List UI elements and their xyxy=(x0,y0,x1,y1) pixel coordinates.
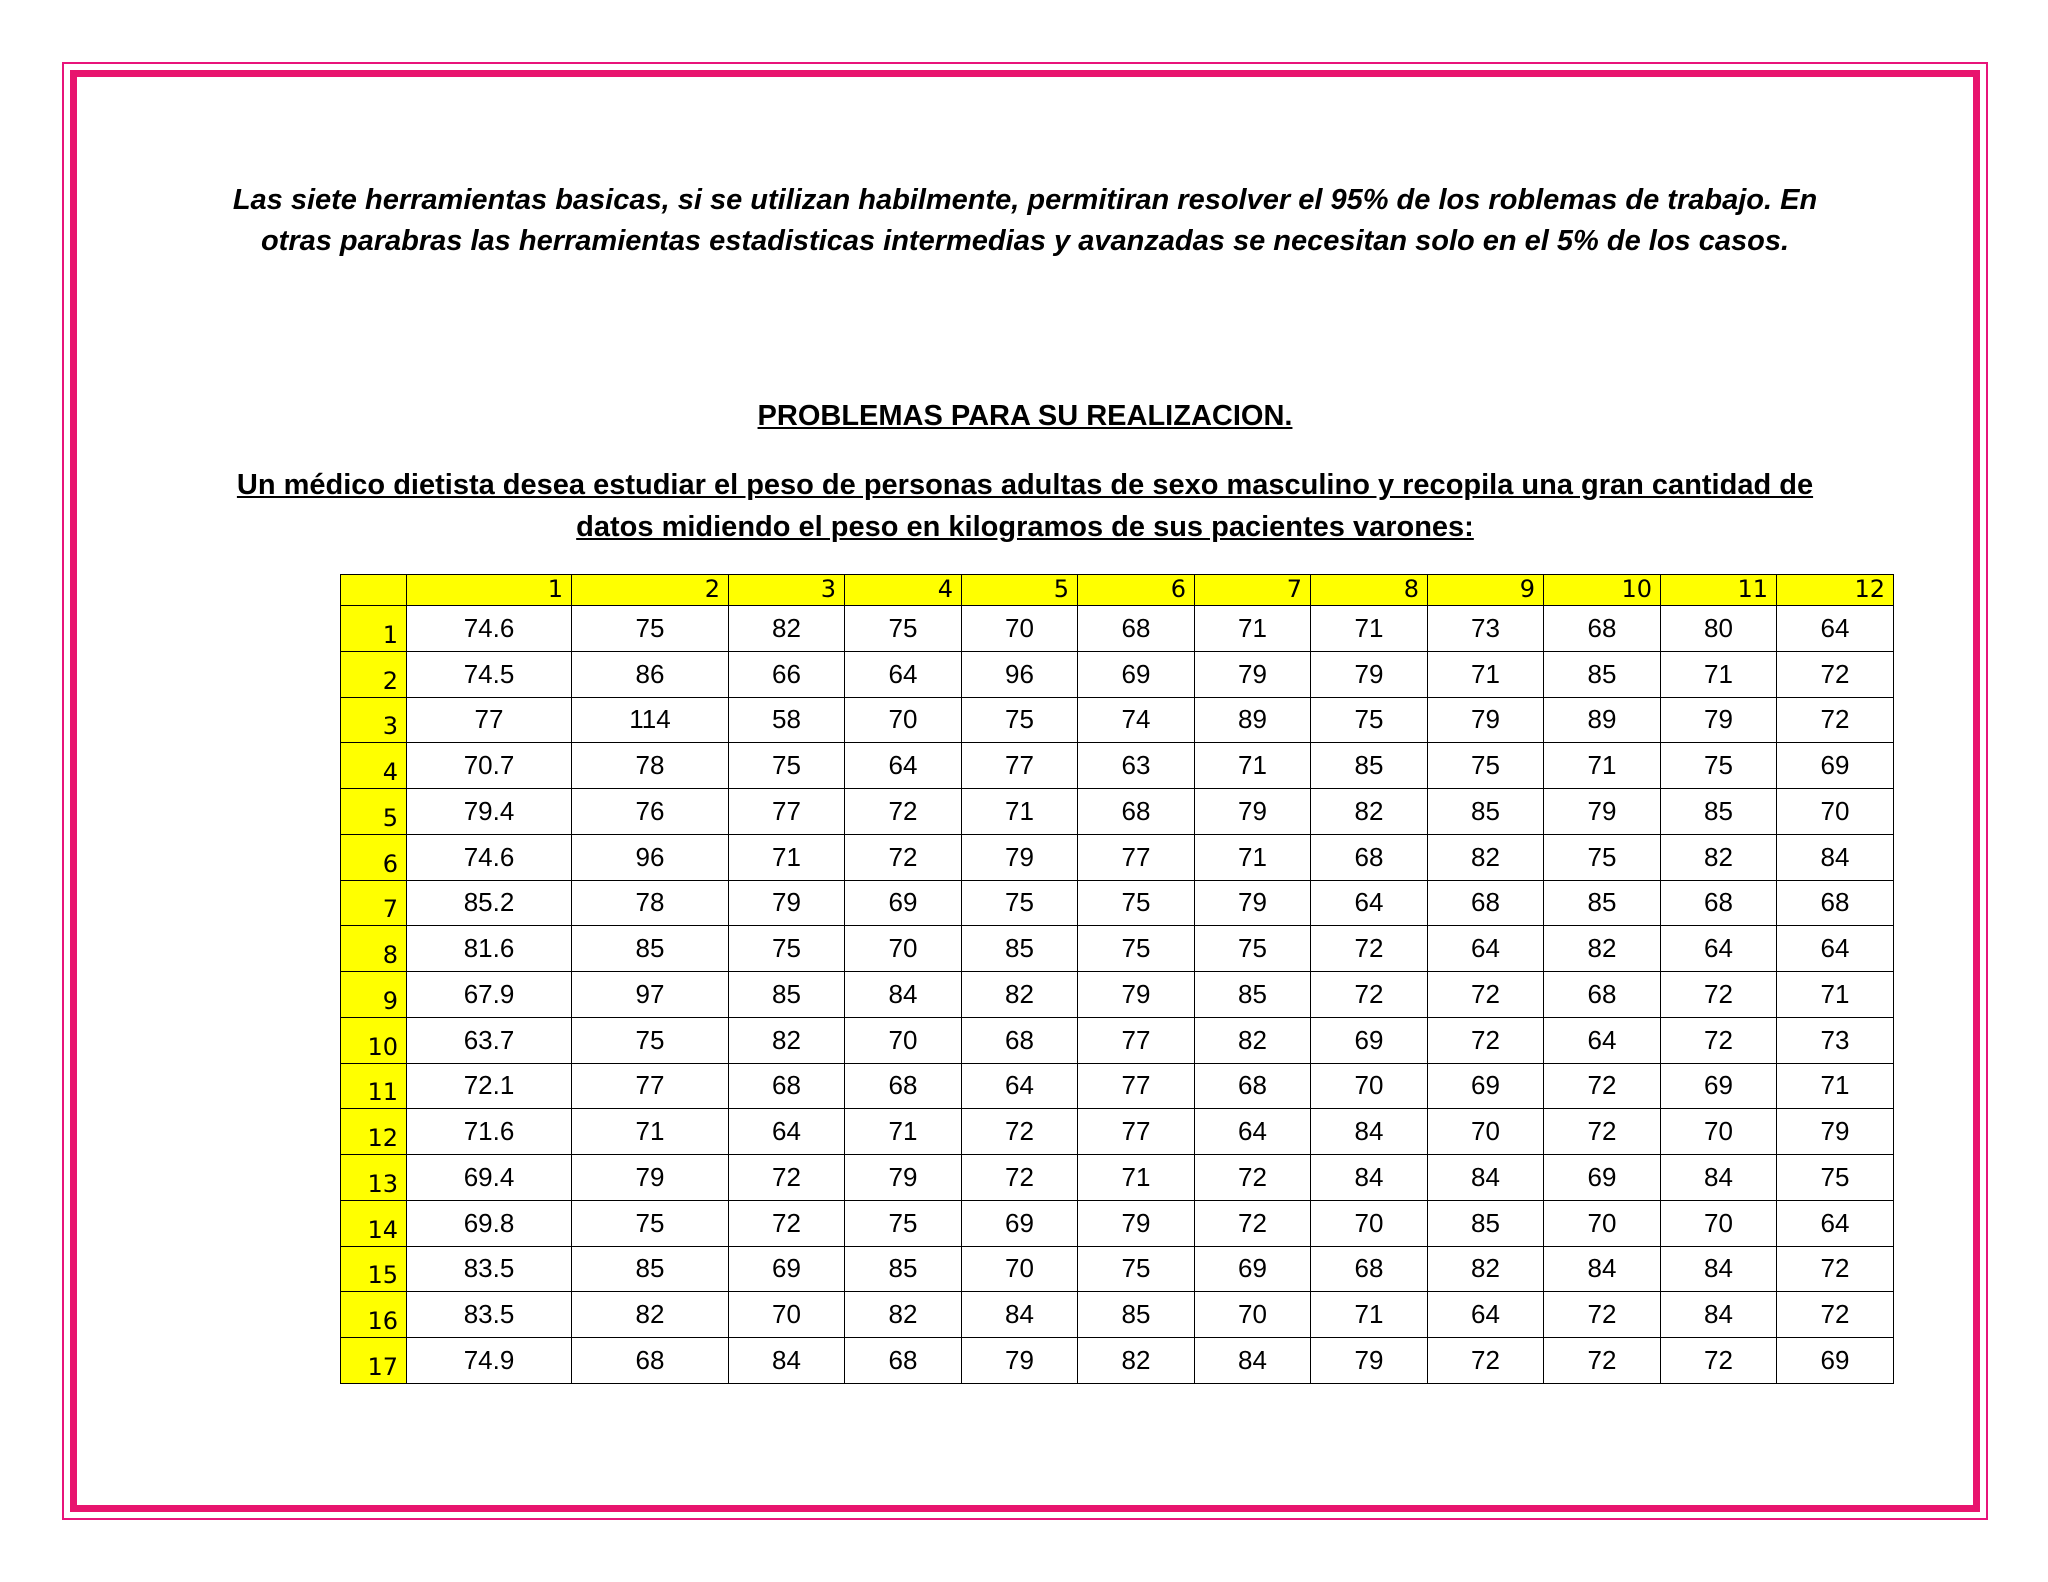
table-cell: 75 xyxy=(1544,834,1661,880)
column-header-11: 11 xyxy=(1661,575,1777,606)
table-row xyxy=(341,1246,1894,1292)
table-cell: 77 xyxy=(407,697,572,743)
table-cell: 79 xyxy=(1195,880,1311,926)
row-header: 6 xyxy=(341,834,407,880)
table-cell: 69.4 xyxy=(407,1155,572,1201)
table-cell: 77 xyxy=(1078,1063,1195,1109)
table-cell: 84 xyxy=(1777,834,1894,880)
table-cell: 71 xyxy=(572,1109,729,1155)
table-cell: 77 xyxy=(1078,834,1195,880)
table-cell: 64 xyxy=(962,1063,1078,1109)
row-header: 1 xyxy=(341,606,407,652)
table-cell: 84 xyxy=(1311,1109,1428,1155)
table-cell: 70 xyxy=(729,1292,845,1338)
row-header: 16 xyxy=(341,1292,407,1338)
table-cell: 79 xyxy=(1078,1200,1195,1246)
column-header-1: 1 xyxy=(407,575,572,606)
table-cell: 84 xyxy=(962,1292,1078,1338)
table-cell: 70 xyxy=(1544,1200,1661,1246)
table-cell: 71 xyxy=(1777,972,1894,1018)
table-cell: 79 xyxy=(962,834,1078,880)
table-cell: 75 xyxy=(1777,1155,1894,1201)
table-cell: 69 xyxy=(1661,1063,1777,1109)
table-cell: 72 xyxy=(1777,651,1894,697)
table-cell: 79 xyxy=(729,880,845,926)
column-header-5: 5 xyxy=(962,575,1078,606)
table-cell: 114 xyxy=(572,697,729,743)
table-row xyxy=(341,789,1894,835)
table-cell: 82 xyxy=(1661,834,1777,880)
row-header: 4 xyxy=(341,743,407,789)
table-cell: 85 xyxy=(572,926,729,972)
table-cell: 68 xyxy=(1428,880,1544,926)
table-cell: 68 xyxy=(1078,789,1195,835)
table-cell: 70.7 xyxy=(407,743,572,789)
table-cell: 74.5 xyxy=(407,651,572,697)
table-cell: 72 xyxy=(729,1200,845,1246)
table-cell: 75 xyxy=(1078,880,1195,926)
table-cell: 64 xyxy=(1195,1109,1311,1155)
table-cell: 64 xyxy=(845,651,962,697)
table-cell: 71 xyxy=(1661,651,1777,697)
table-cell: 69 xyxy=(1078,651,1195,697)
table-cell: 82 xyxy=(1428,1246,1544,1292)
table-cell: 77 xyxy=(1078,1017,1195,1063)
table-cell: 85 xyxy=(1195,972,1311,1018)
table-cell: 70 xyxy=(845,1017,962,1063)
table-cell: 72 xyxy=(1544,1109,1661,1155)
row-header: 2 xyxy=(341,651,407,697)
table-cell: 75 xyxy=(1661,743,1777,789)
table-cell: 75 xyxy=(845,1200,962,1246)
table-cell: 63 xyxy=(1078,743,1195,789)
row-header: 8 xyxy=(341,926,407,972)
table-cell: 82 xyxy=(845,1292,962,1338)
table-cell: 70 xyxy=(962,606,1078,652)
table-cell: 96 xyxy=(572,834,729,880)
table-cell: 72 xyxy=(845,834,962,880)
table-row xyxy=(341,1017,1894,1063)
table-cell: 72 xyxy=(1544,1292,1661,1338)
table-cell: 89 xyxy=(1544,697,1661,743)
table-cell: 75 xyxy=(1311,697,1428,743)
table-cell: 79 xyxy=(1195,651,1311,697)
table-cell: 89 xyxy=(1195,697,1311,743)
table-cell: 70 xyxy=(1661,1109,1777,1155)
table-cell: 71 xyxy=(1195,834,1311,880)
section-title: PROBLEMAS PARA SU REALIZACION. xyxy=(757,400,1293,432)
column-header-6: 6 xyxy=(1078,575,1195,606)
column-header-10: 10 xyxy=(1544,575,1661,606)
table-cell: 78 xyxy=(572,880,729,926)
table-cell: 68 xyxy=(1544,972,1661,1018)
table-cell: 84 xyxy=(729,1338,845,1384)
table-cell: 70 xyxy=(845,697,962,743)
table-cell: 75 xyxy=(962,880,1078,926)
table-row xyxy=(341,880,1894,926)
table-cell: 72 xyxy=(1777,1292,1894,1338)
table-cell: 75 xyxy=(1078,1246,1195,1292)
table-cell: 69 xyxy=(845,880,962,926)
row-header: 17 xyxy=(341,1338,407,1384)
table-cell: 64 xyxy=(1311,880,1428,926)
table-cell: 75 xyxy=(1078,926,1195,972)
table-cell: 69 xyxy=(1544,1155,1661,1201)
table-cell: 85 xyxy=(1661,789,1777,835)
table-cell: 72 xyxy=(962,1155,1078,1201)
table-cell: 68 xyxy=(1195,1063,1311,1109)
table-cell: 83.5 xyxy=(407,1292,572,1338)
table-cell: 64 xyxy=(1428,1292,1544,1338)
table-cell: 74 xyxy=(1078,697,1195,743)
table-cell: 68 xyxy=(1777,880,1894,926)
table-cell: 74.9 xyxy=(407,1338,572,1384)
table-cell: 85 xyxy=(1311,743,1428,789)
table-cell: 77 xyxy=(962,743,1078,789)
table-row xyxy=(341,834,1894,880)
table-cell: 69.8 xyxy=(407,1200,572,1246)
table-cell: 79 xyxy=(1311,1338,1428,1384)
table-cell: 72 xyxy=(1311,926,1428,972)
row-header: 10 xyxy=(341,1017,407,1063)
table-cell: 69 xyxy=(1777,1338,1894,1384)
table-cell: 72 xyxy=(1428,1338,1544,1384)
column-header-8: 8 xyxy=(1311,575,1428,606)
table-row xyxy=(341,1200,1894,1246)
table-header-row xyxy=(341,575,1894,606)
table-cell: 72 xyxy=(1661,1338,1777,1384)
table-cell: 69 xyxy=(1777,743,1894,789)
table-cell: 72.1 xyxy=(407,1063,572,1109)
table-cell: 79 xyxy=(962,1338,1078,1384)
table-cell: 85 xyxy=(572,1246,729,1292)
table-cell: 70 xyxy=(1195,1292,1311,1338)
table-row xyxy=(341,743,1894,789)
table-corner-cell xyxy=(341,575,407,606)
table-cell: 75 xyxy=(572,1200,729,1246)
table-cell: 79 xyxy=(1195,789,1311,835)
table-cell: 71 xyxy=(845,1109,962,1155)
table-cell: 68 xyxy=(1311,1246,1428,1292)
table-cell: 82 xyxy=(962,972,1078,1018)
table-cell: 71 xyxy=(1311,1292,1428,1338)
table-cell: 68 xyxy=(845,1063,962,1109)
column-header-3: 3 xyxy=(729,575,845,606)
table-cell: 82 xyxy=(1195,1017,1311,1063)
table-cell: 70 xyxy=(1311,1200,1428,1246)
table-cell: 70 xyxy=(845,926,962,972)
table-cell: 68 xyxy=(1544,606,1661,652)
table-cell: 79 xyxy=(1544,789,1661,835)
column-header-9: 9 xyxy=(1428,575,1544,606)
table-cell: 82 xyxy=(1428,834,1544,880)
table-cell: 85 xyxy=(1078,1292,1195,1338)
table-cell: 64 xyxy=(845,743,962,789)
table-cell: 75 xyxy=(572,606,729,652)
weights-table xyxy=(340,574,1894,1384)
table-cell: 71 xyxy=(1195,606,1311,652)
table-cell: 72 xyxy=(1195,1155,1311,1201)
table-cell: 82 xyxy=(1078,1338,1195,1384)
table-cell: 69 xyxy=(1311,1017,1428,1063)
table-cell: 85 xyxy=(729,972,845,1018)
table-cell: 72 xyxy=(1661,972,1777,1018)
table-cell: 74.6 xyxy=(407,606,572,652)
table-cell: 82 xyxy=(572,1292,729,1338)
table-cell: 71 xyxy=(1311,606,1428,652)
table-cell: 72 xyxy=(845,789,962,835)
table-cell: 68 xyxy=(1078,606,1195,652)
table-cell: 85 xyxy=(1428,1200,1544,1246)
table-cell: 79 xyxy=(1661,697,1777,743)
table-cell: 79 xyxy=(1428,697,1544,743)
table-row xyxy=(341,1063,1894,1109)
table-cell: 70 xyxy=(1661,1200,1777,1246)
table-cell: 68 xyxy=(1661,880,1777,926)
table-cell: 75 xyxy=(1195,926,1311,972)
table-row xyxy=(341,606,1894,652)
table-cell: 73 xyxy=(1428,606,1544,652)
table-cell: 73 xyxy=(1777,1017,1894,1063)
table-cell: 85 xyxy=(1544,880,1661,926)
table-cell: 72 xyxy=(1777,697,1894,743)
table-cell: 70 xyxy=(1311,1063,1428,1109)
table-cell: 71 xyxy=(729,834,845,880)
column-header-12: 12 xyxy=(1777,575,1894,606)
table-cell: 85 xyxy=(962,926,1078,972)
table-cell: 79 xyxy=(1311,651,1428,697)
table-cell: 96 xyxy=(962,651,1078,697)
table-cell: 82 xyxy=(729,1017,845,1063)
table-cell: 85 xyxy=(1428,789,1544,835)
table-cell: 69 xyxy=(1428,1063,1544,1109)
table-cell: 82 xyxy=(1311,789,1428,835)
table-cell: 78 xyxy=(572,743,729,789)
table-cell: 71 xyxy=(1195,743,1311,789)
table-cell: 64 xyxy=(1661,926,1777,972)
table-cell: 75 xyxy=(572,1017,729,1063)
table-cell: 82 xyxy=(1544,926,1661,972)
table-cell: 79.4 xyxy=(407,789,572,835)
table-cell: 77 xyxy=(572,1063,729,1109)
table-cell: 68 xyxy=(962,1017,1078,1063)
table-cell: 71.6 xyxy=(407,1109,572,1155)
row-header: 15 xyxy=(341,1246,407,1292)
table-cell: 84 xyxy=(1544,1246,1661,1292)
table-cell: 72 xyxy=(962,1109,1078,1155)
problem-statement: Un médico dietista desea estudiar el peso de personas adultas de sexo masculino y recopila una gran cantidad de datos midiendo el peso en kilogramos de sus pacientes varones: xyxy=(236,469,1814,543)
table-cell: 79 xyxy=(845,1155,962,1201)
table-cell: 72 xyxy=(1777,1246,1894,1292)
row-header: 3 xyxy=(341,697,407,743)
table-cell: 86 xyxy=(572,651,729,697)
table-cell: 77 xyxy=(1078,1109,1195,1155)
table-cell: 69 xyxy=(729,1246,845,1292)
table-cell: 71 xyxy=(1428,651,1544,697)
table-cell: 72 xyxy=(729,1155,845,1201)
table-cell: 72 xyxy=(1428,1017,1544,1063)
table-cell: 75 xyxy=(1428,743,1544,789)
table-cell: 71 xyxy=(1777,1063,1894,1109)
row-header: 7 xyxy=(341,880,407,926)
table-cell: 68 xyxy=(845,1338,962,1384)
table-cell: 75 xyxy=(729,926,845,972)
table-cell: 66 xyxy=(729,651,845,697)
row-header: 12 xyxy=(341,1109,407,1155)
table-cell: 83.5 xyxy=(407,1246,572,1292)
table-cell: 75 xyxy=(729,743,845,789)
table-cell: 80 xyxy=(1661,606,1777,652)
table-cell: 75 xyxy=(962,697,1078,743)
table-cell: 68 xyxy=(572,1338,729,1384)
table-cell: 72 xyxy=(1311,972,1428,1018)
table-cell: 85.2 xyxy=(407,880,572,926)
intro-paragraph: Las siete herramientas basicas, si se utilizan habilmente, permitiran resolver el 95% de los roblemas de trabajo. En otras parabras las herramientas estadisticas intermedias y avanzadas se necesitan solo en el 5% de los casos. xyxy=(232,184,1818,257)
row-header: 13 xyxy=(341,1155,407,1201)
table-cell: 71 xyxy=(962,789,1078,835)
table-cell: 74.6 xyxy=(407,834,572,880)
table-row xyxy=(341,926,1894,972)
table-cell: 79 xyxy=(572,1155,729,1201)
table-cell: 97 xyxy=(572,972,729,1018)
table-row xyxy=(341,972,1894,1018)
column-header-7: 7 xyxy=(1195,575,1311,606)
table-cell: 84 xyxy=(1661,1246,1777,1292)
table-cell: 85 xyxy=(1544,651,1661,697)
table-cell: 64 xyxy=(1777,606,1894,652)
table-cell: 84 xyxy=(1311,1155,1428,1201)
table-cell: 70 xyxy=(962,1246,1078,1292)
table-cell: 79 xyxy=(1078,972,1195,1018)
table-cell: 64 xyxy=(1777,926,1894,972)
table-cell: 68 xyxy=(729,1063,845,1109)
table-cell: 85 xyxy=(845,1246,962,1292)
table-cell: 64 xyxy=(1428,926,1544,972)
table-cell: 58 xyxy=(729,697,845,743)
table-cell: 72 xyxy=(1544,1063,1661,1109)
table-cell: 77 xyxy=(729,789,845,835)
table-row xyxy=(341,1109,1894,1155)
row-header: 5 xyxy=(341,789,407,835)
table-cell: 84 xyxy=(845,972,962,1018)
table-row xyxy=(341,1338,1894,1384)
table-cell: 72 xyxy=(1661,1017,1777,1063)
column-header-2: 2 xyxy=(572,575,729,606)
table-cell: 81.6 xyxy=(407,926,572,972)
table-cell: 70 xyxy=(1428,1109,1544,1155)
row-header: 14 xyxy=(341,1200,407,1246)
table-cell: 72 xyxy=(1428,972,1544,1018)
table-row xyxy=(341,651,1894,697)
row-header: 11 xyxy=(341,1063,407,1109)
table-cell: 84 xyxy=(1428,1155,1544,1201)
table-cell: 69 xyxy=(962,1200,1078,1246)
column-header-4: 4 xyxy=(845,575,962,606)
table-cell: 63.7 xyxy=(407,1017,572,1063)
table-cell: 68 xyxy=(1311,834,1428,880)
table-cell: 64 xyxy=(1544,1017,1661,1063)
row-header: 9 xyxy=(341,972,407,1018)
table-cell: 64 xyxy=(729,1109,845,1155)
table-cell: 72 xyxy=(1544,1338,1661,1384)
table-cell: 72 xyxy=(1195,1200,1311,1246)
table-cell: 79 xyxy=(1777,1109,1894,1155)
table-cell: 82 xyxy=(729,606,845,652)
table-row xyxy=(341,697,1894,743)
table-cell: 71 xyxy=(1078,1155,1195,1201)
table-cell: 84 xyxy=(1661,1292,1777,1338)
table-cell: 67.9 xyxy=(407,972,572,1018)
table-cell: 84 xyxy=(1661,1155,1777,1201)
table-cell: 71 xyxy=(1544,743,1661,789)
table-cell: 70 xyxy=(1777,789,1894,835)
table-body xyxy=(341,606,1894,1384)
table-row xyxy=(341,1155,1894,1201)
table-cell: 75 xyxy=(845,606,962,652)
table-row xyxy=(341,1292,1894,1338)
table-cell: 64 xyxy=(1777,1200,1894,1246)
table-cell: 76 xyxy=(572,789,729,835)
table-cell: 84 xyxy=(1195,1338,1311,1384)
table-cell: 69 xyxy=(1195,1246,1311,1292)
